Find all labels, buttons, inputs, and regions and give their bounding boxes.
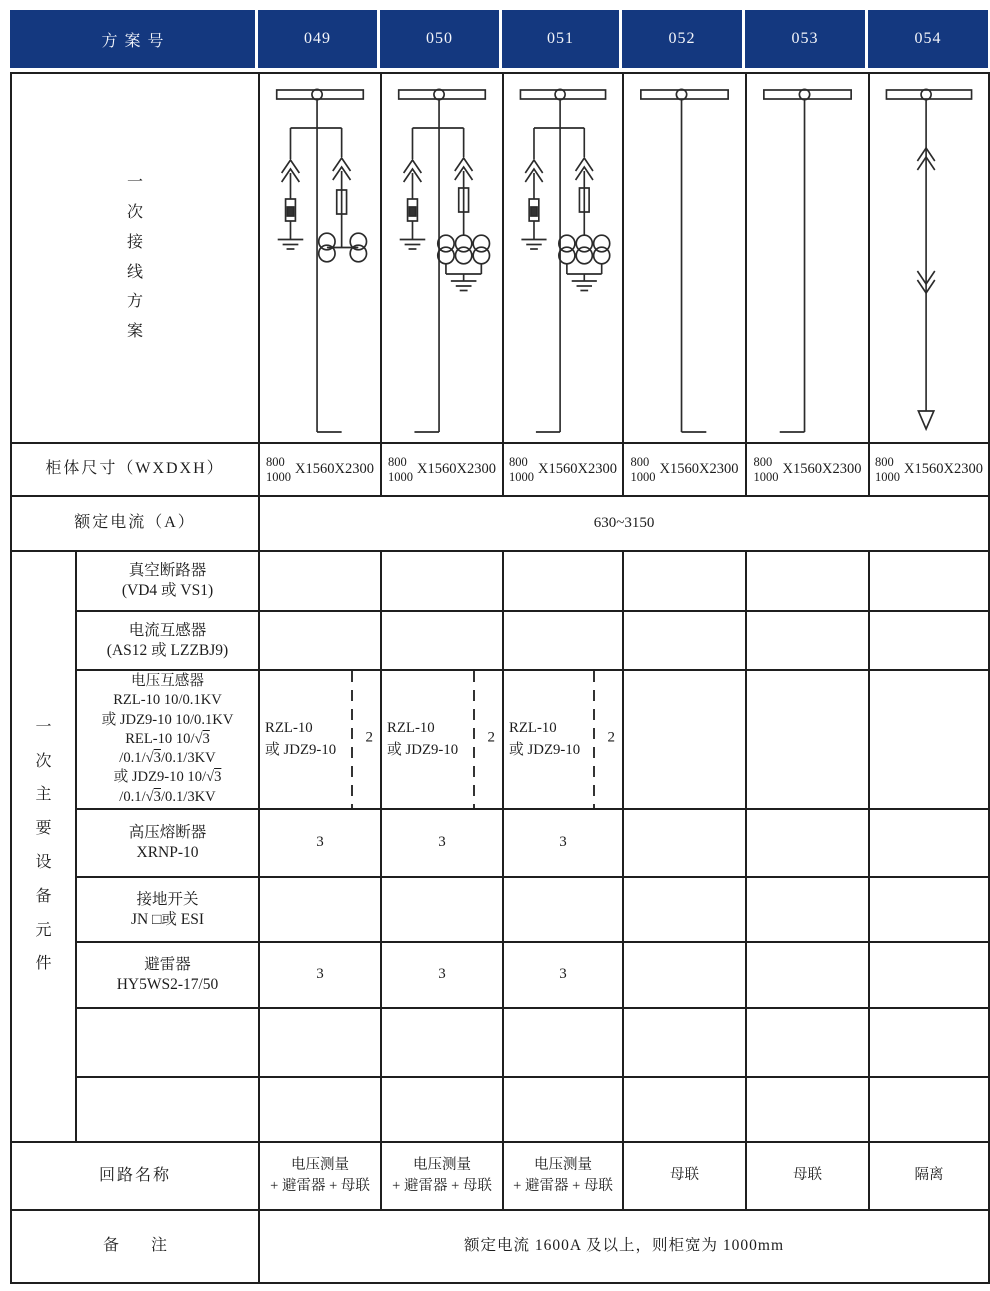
equipment-label-line: 高压熔断器 (128, 824, 207, 842)
equipment-cell-2-052 (623, 670, 746, 809)
cabinet-width-1000: 1000 (630, 469, 656, 484)
wiring-diagram-svg-053 (747, 74, 868, 442)
equipment-label-4 (76, 877, 259, 942)
sqrt3-text: 3 (153, 750, 161, 767)
cabinet-width-800: 800 (388, 455, 407, 470)
equipment-cell-5-050 (381, 942, 503, 1008)
pt-model-text (382, 718, 458, 761)
equipment-label-line: XRNP-10 (136, 844, 199, 861)
equipment-cell-0-049 (259, 551, 381, 611)
equipment-cell-4-053 (746, 877, 869, 942)
equipment-cell-1-051 (503, 611, 623, 670)
label-char: 案 (127, 323, 144, 341)
equipment-row-6 (11, 1008, 989, 1077)
equipment-row-0 (11, 551, 989, 611)
cabinet-size-value (382, 455, 502, 484)
cabinet-size-row (11, 443, 989, 496)
cabinet-width-options (509, 455, 534, 484)
cabinet-width-800: 800 (266, 455, 285, 470)
pt-qty-value: 2 (607, 728, 616, 745)
wiring-diagram-svg-050 (382, 74, 502, 442)
equipment-label-line: REL-10 10/√3 (125, 730, 210, 747)
equipment-label-line: /0.1/√3/0.1/3KV (119, 788, 216, 805)
pt-model-line: 或 JDZ9-10 (265, 741, 337, 758)
pt-model-text (260, 718, 336, 761)
equipment-cell-6-054 (869, 1008, 989, 1077)
equipment-cell-7-049 (259, 1077, 381, 1142)
cabinet-size-cell-053 (746, 443, 869, 496)
equipment-cell-5-049 (259, 942, 381, 1008)
wiring-diagram-054 (869, 73, 989, 443)
equipment-label-line: HY5WS2-17/50 (116, 976, 219, 993)
equipment-cell-4-051 (503, 877, 623, 942)
equipment-label-line: JN □或 ESI (130, 910, 205, 928)
equipment-label-0 (76, 551, 259, 611)
cabinet-size-cell-052 (623, 443, 746, 496)
circuit-name-line: 电压测量 (534, 1156, 593, 1173)
cabinet-size-cell-050 (381, 443, 503, 496)
equipment-qty-value: 3 (316, 834, 324, 851)
equipment-cell-4-050 (381, 877, 503, 942)
pt-qty-value: 2 (365, 728, 374, 745)
label-char: 件 (35, 955, 52, 973)
equipment-label-2 (76, 670, 259, 809)
cabinet-size-cell-049 (259, 443, 381, 496)
label-char: 方 (127, 293, 144, 311)
equipment-qty-value: 3 (438, 834, 446, 851)
cabinet-depth-height: X1560X2300 (659, 461, 739, 478)
equipment-cell-4-054 (869, 877, 989, 942)
equipment-cell-5-051 (503, 942, 623, 1008)
label-char: 一 (35, 718, 52, 736)
cabinet-width-1000: 1000 (388, 469, 414, 484)
pt-model-line: 或 JDZ9-10 (509, 741, 581, 758)
label-char: 线 (127, 263, 144, 281)
wiring-diagram-svg-054 (870, 74, 988, 442)
cabinet-width-1000: 1000 (753, 469, 779, 484)
cabinet-width-options (266, 455, 291, 484)
equipment-qty-value: 3 (559, 966, 567, 983)
equipment-row-3 (11, 809, 989, 877)
pt-model-line: 或 JDZ9-10 (387, 741, 459, 758)
equipment-cell-3-053 (746, 809, 869, 877)
equipment-cell-3-050 (381, 809, 503, 877)
header-scheme-054: 054 (868, 10, 988, 68)
equipment-cell-2-053 (746, 670, 869, 809)
header-scheme-050: 050 (380, 10, 502, 68)
equipment-label-line: (AS12 或 LZZBJ9) (106, 641, 229, 659)
pt-qty-divider (351, 671, 353, 808)
primary-wiring-row (11, 73, 989, 443)
equipment-qty-value: 3 (438, 966, 446, 983)
rated-current-row (11, 496, 989, 551)
equipment-cell-0-052 (623, 551, 746, 611)
equipment-cell-6-050 (381, 1008, 503, 1077)
equipment-label-line: 电流互感器 (128, 621, 207, 639)
equipment-label-5 (76, 942, 259, 1008)
equipment-cell-2-050 (381, 670, 503, 809)
equipment-cell-3-054 (869, 809, 989, 877)
circuit-name-cell-054 (869, 1142, 989, 1210)
cabinet-width-options (875, 455, 900, 484)
spec-table (10, 72, 990, 1284)
equipment-cell-7-051 (503, 1077, 623, 1142)
header-scheme-052: 052 (622, 10, 745, 68)
equipment-cell-0-053 (746, 551, 869, 611)
equipment-cell-3-052 (623, 809, 746, 877)
circuit-name-line: + 避雷器 + 母联 (392, 1178, 492, 1194)
rated-current-value: 630~3150 (259, 496, 989, 551)
equipment-label-line: /0.1/√3/0.1/3KV (119, 750, 216, 767)
scheme-no-label: 方案号 (10, 10, 258, 68)
cabinet-width-800: 800 (753, 455, 773, 470)
wiring-diagram-052 (623, 73, 746, 443)
equipment-row-2 (11, 670, 989, 809)
pt-model-line: RZL-10 (265, 720, 313, 737)
remark-label: 备 注 (11, 1210, 259, 1283)
circuit-name-line: 母联 (793, 1167, 823, 1184)
equipment-cell-2-051 (503, 670, 623, 809)
equipment-label-6 (76, 1008, 259, 1077)
equipment-cell-0-051 (503, 551, 623, 611)
equipment-row-1 (11, 611, 989, 670)
pt-cell (260, 671, 380, 808)
equipment-label-line: RZL-10 10/0.1KV (113, 692, 222, 709)
equipment-label-line: (VD4 或 VS1) (121, 582, 214, 599)
equipment-label-line: 电压互感器 (131, 673, 204, 690)
equipment-cell-1-050 (381, 611, 503, 670)
cabinet-size-value (504, 455, 622, 484)
circuit-name-cell-052 (623, 1142, 746, 1210)
equipment-cell-0-054 (869, 551, 989, 611)
circuit-name-cell-053 (746, 1142, 869, 1210)
wiring-diagram-051 (503, 73, 623, 443)
circuit-name-line: 电压测量 (291, 1156, 350, 1173)
cabinet-size-value (260, 455, 380, 484)
wiring-diagram-svg-051 (504, 74, 622, 442)
equipment-qty-value: 3 (559, 834, 567, 851)
circuit-name-line: 隔离 (914, 1167, 944, 1184)
cabinet-depth-height: X1560X2300 (417, 461, 496, 478)
cabinet-size-cell-054 (869, 443, 989, 496)
equipment-qty-value: 3 (316, 966, 324, 983)
pt-qty-divider (473, 671, 475, 808)
wiring-diagram-049 (259, 73, 381, 443)
cabinet-depth-height: X1560X2300 (782, 461, 862, 478)
cabinet-size-value (870, 455, 988, 484)
equipment-cell-2-049 (259, 670, 381, 809)
label-char: 次 (35, 752, 52, 770)
wiring-diagram-050 (381, 73, 503, 443)
equipment-label-line: 或 JDZ9-10 10/0.1KV (101, 711, 234, 728)
pt-cell (504, 671, 622, 808)
remark-value: 额定电流 1600A 及以上，则柜宽为 1000mm (259, 1210, 989, 1283)
cabinet-width-options (388, 455, 413, 484)
remark-row (11, 1210, 989, 1283)
label-char: 元 (35, 921, 52, 939)
cabinet-width-1000: 1000 (509, 469, 535, 484)
cabinet-depth-height: X1560X2300 (295, 461, 374, 478)
equipment-cell-4-052 (623, 877, 746, 942)
pt-model-line: RZL-10 (387, 720, 435, 737)
cabinet-width-800: 800 (509, 455, 528, 470)
cabinet-size-value (747, 455, 868, 484)
circuit-name-row (11, 1142, 989, 1210)
equipment-label-1 (76, 611, 259, 670)
equipment-cell-3-049 (259, 809, 381, 877)
equipment-cell-1-054 (869, 611, 989, 670)
equipment-cell-7-053 (746, 1077, 869, 1142)
circuit-name-line: + 避雷器 + 母联 (270, 1178, 370, 1194)
equipment-cell-6-052 (623, 1008, 746, 1077)
cabinet-width-1000: 1000 (875, 469, 901, 484)
equipment-cell-1-052 (623, 611, 746, 670)
cabinet-width-options (754, 455, 779, 484)
equipment-row-4 (11, 877, 989, 942)
cabinet-width-800: 800 (630, 455, 650, 470)
cabinet-width-800: 800 (875, 455, 894, 470)
label-char: 备 (35, 887, 52, 905)
equipment-cell-7-052 (623, 1077, 746, 1142)
label-char: 接 (127, 233, 144, 251)
circuit-name-line: + 避雷器 + 母联 (513, 1178, 613, 1194)
equipment-cell-6-049 (259, 1008, 381, 1077)
equipment-cell-5-052 (623, 942, 746, 1008)
circuit-name-line: 母联 (670, 1167, 700, 1184)
label-char: 次 (127, 203, 144, 221)
cabinet-size-value (624, 455, 745, 484)
equipment-label-3 (76, 809, 259, 877)
equipment-row-5 (11, 942, 989, 1008)
header-scheme-051: 051 (502, 10, 622, 68)
cabinet-width-1000: 1000 (266, 469, 292, 484)
equipment-cell-7-054 (869, 1077, 989, 1142)
circuit-name-cell-050 (381, 1142, 503, 1210)
equipment-cell-7-050 (381, 1077, 503, 1142)
wiring-diagram-053 (746, 73, 869, 443)
primary-wiring-label-cell (11, 73, 259, 443)
equipment-cell-1-049 (259, 611, 381, 670)
circuit-name-label: 回路名称 (11, 1142, 259, 1210)
equipment-section-side-label-cell (11, 551, 76, 1142)
cabinet-size-cell-051 (503, 443, 623, 496)
equipment-cell-0-050 (381, 551, 503, 611)
label-char: 一 (127, 174, 144, 192)
label-char: 主 (35, 786, 52, 804)
cabinet-width-options (631, 455, 656, 484)
scheme-header-row (10, 10, 988, 68)
cabinet-depth-height: X1560X2300 (538, 461, 617, 478)
pt-model-line: RZL-10 (509, 720, 557, 737)
rated-current-label: 额定电流（A） (11, 496, 259, 551)
equipment-row-7 (11, 1077, 989, 1142)
equipment-cell-6-053 (746, 1008, 869, 1077)
equipment-section-side-label (12, 718, 75, 975)
label-char: 设 (35, 854, 52, 871)
label-char: 要 (35, 820, 52, 838)
header-scheme-049: 049 (258, 10, 380, 68)
equipment-cell-3-051 (503, 809, 623, 877)
equipment-label-line: 真空断路器 (128, 562, 207, 580)
wiring-diagram-svg-049 (260, 74, 380, 442)
sqrt3-text: 3 (202, 730, 210, 747)
equipment-cell-5-053 (746, 942, 869, 1008)
equipment-label-line: 或 JDZ9-10 10/√3 (113, 769, 222, 786)
cabinet-size-label: 柜体尺寸（WXDXH） (11, 443, 259, 496)
circuit-name-cell-049 (259, 1142, 381, 1210)
circuit-name-cell-051 (503, 1142, 623, 1210)
pt-cell (382, 671, 502, 808)
equipment-cell-4-049 (259, 877, 381, 942)
equipment-label-7 (76, 1077, 259, 1142)
equipment-cell-1-053 (746, 611, 869, 670)
header-scheme-053: 053 (745, 10, 868, 68)
primary-wiring-label (12, 173, 258, 343)
circuit-name-line: 电压测量 (413, 1156, 472, 1173)
cabinet-depth-height: X1560X2300 (904, 461, 983, 478)
equipment-label-line: 接地开关 (136, 890, 199, 908)
wiring-diagram-svg-052 (624, 74, 745, 442)
pt-qty-value: 2 (487, 728, 496, 745)
pt-qty-divider (593, 671, 595, 808)
equipment-cell-5-054 (869, 942, 989, 1008)
sqrt3-text: 3 (153, 788, 161, 805)
sqrt3-text: 3 (214, 769, 222, 786)
pt-model-text (504, 718, 580, 761)
equipment-cell-6-051 (503, 1008, 623, 1077)
equipment-label-line: 避雷器 (144, 956, 191, 974)
equipment-cell-2-054 (869, 670, 989, 809)
